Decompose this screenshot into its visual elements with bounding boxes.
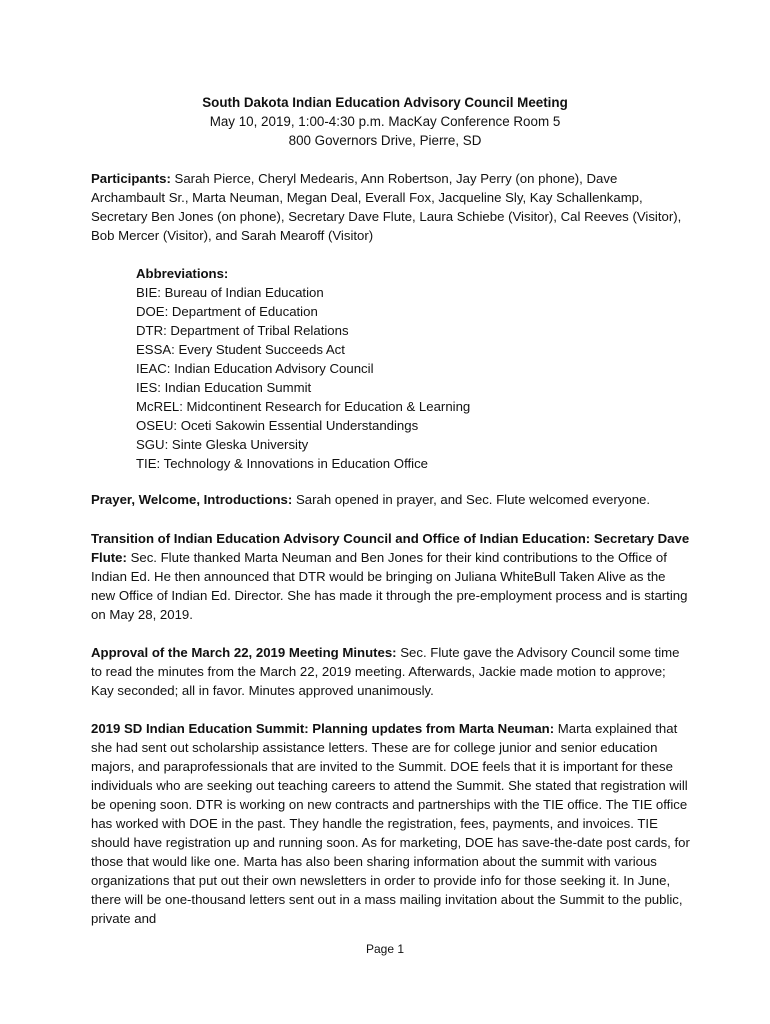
- abbreviation-item: McREL: Midcontinent Research for Education & Learning: [136, 399, 471, 414]
- page-number: Page 1: [365, 942, 405, 956]
- participants-paragraph: [91, 169, 691, 245]
- abbreviation-item: IES: Indian Education Summit: [136, 380, 312, 395]
- participants-text: Sarah Pierce, Cheryl Medearis, Ann Robertson, Jay Perry (on phone), Dave Archambault Sr., Marta Neuman, Megan Deal, Everall Fox, Jacqueline Sly, Kay Schallenkamp, Secretary Ben Jones (on phone), Secretary Dave Flute, Laura Schiebe (Visitor), Cal Reeves (Visitor), Bob Mercer (Visitor), and Sarah Mearoff (Visitor): [91, 171, 682, 243]
- abbreviation-item: OSEU: Oceti Sakowin Essential Understandings: [136, 418, 419, 433]
- abbreviation-item: SGU: Sinte Gleska University: [136, 437, 309, 452]
- section-minutes-approval: [91, 643, 691, 700]
- meeting-date-line: May 10, 2019, 1:00-4:30 p.m. MacKay Conference Room 5: [209, 114, 561, 129]
- abbreviations-block: [136, 264, 470, 473]
- section-heading: Prayer, Welcome, Introductions:: [91, 492, 293, 507]
- document-header: [0, 93, 770, 150]
- section-text: Sec. Flute thanked Marta Neuman and Ben Jones for their kind contributions to the Office of Indian Ed. He then announced that DTR would be bringing on Juliana WhiteBull Taken Alive as the new Office of Indian Ed. Director. She has made it through the pre-employment process and is starting on May 28, 2019.: [91, 550, 688, 622]
- abbreviation-item: DTR: Department of Tribal Relations: [136, 323, 349, 338]
- section-prayer-welcome: [91, 490, 691, 509]
- document-title: South Dakota Indian Education Advisory Council Meeting: [202, 95, 568, 110]
- abbreviation-item: BIE: Bureau of Indian Education: [136, 285, 324, 300]
- abbreviation-item: TIE: Technology & Innovations in Education Office: [136, 456, 429, 471]
- participants-label: Participants:: [91, 171, 171, 186]
- section-heading: 2019 SD Indian Education Summit: Planning updates from Marta Neuman:: [91, 721, 555, 736]
- section-transition: [91, 529, 691, 624]
- abbreviations-label: Abbreviations:: [136, 266, 229, 281]
- section-text: Sarah opened in prayer, and Sec. Flute welcomed everyone.: [292, 492, 651, 507]
- meeting-address-line: 800 Governors Drive, Pierre, SD: [288, 133, 482, 148]
- abbreviation-item: ESSA: Every Student Succeeds Act: [136, 342, 345, 357]
- section-summit-updates: [91, 719, 691, 928]
- abbreviation-item: IEAC: Indian Education Advisory Council: [136, 361, 374, 376]
- section-heading: Approval of the March 22, 2019 Meeting Minutes:: [91, 645, 397, 660]
- section-text: Marta explained that she had sent out scholarship assistance letters. These are for college junior and senior education majors, and paraprofessionals that are invited to the Summit. DOE feels that it is important for these individuals who are seeking out teaching careers to attend the Summit. She stated that registration will be opening soon. DTR is working on new contracts and partnerships with the TIE office. The TIE office has worked with DOE in the past. They handle the registration, fees, payments, and invoices. TIE should have registration up and running soon. As for marketing, DOE has save-the-date post cards, for those that would like one. Marta has also been sharing information about the summit with various organizations that put out their own newsletters in order to provide info for those seeking it. In June, there will be one-thousand letters sent out in a mass mailing invitation about the Summit to the public, private and: [91, 721, 690, 926]
- section-heading: Transition of Indian Education Advisory Council and Office of Indian Education: Secretary Dave Flute:: [91, 531, 690, 565]
- abbreviation-item: DOE: Department of Education: [136, 304, 318, 319]
- section-text: Sec. Flute gave the Advisory Council some time to read the minutes from the March 22, 2019 meeting. Afterwards, Jackie made motion to approve; Kay seconded; all in favor. Minutes approved unanimously.: [91, 645, 680, 698]
